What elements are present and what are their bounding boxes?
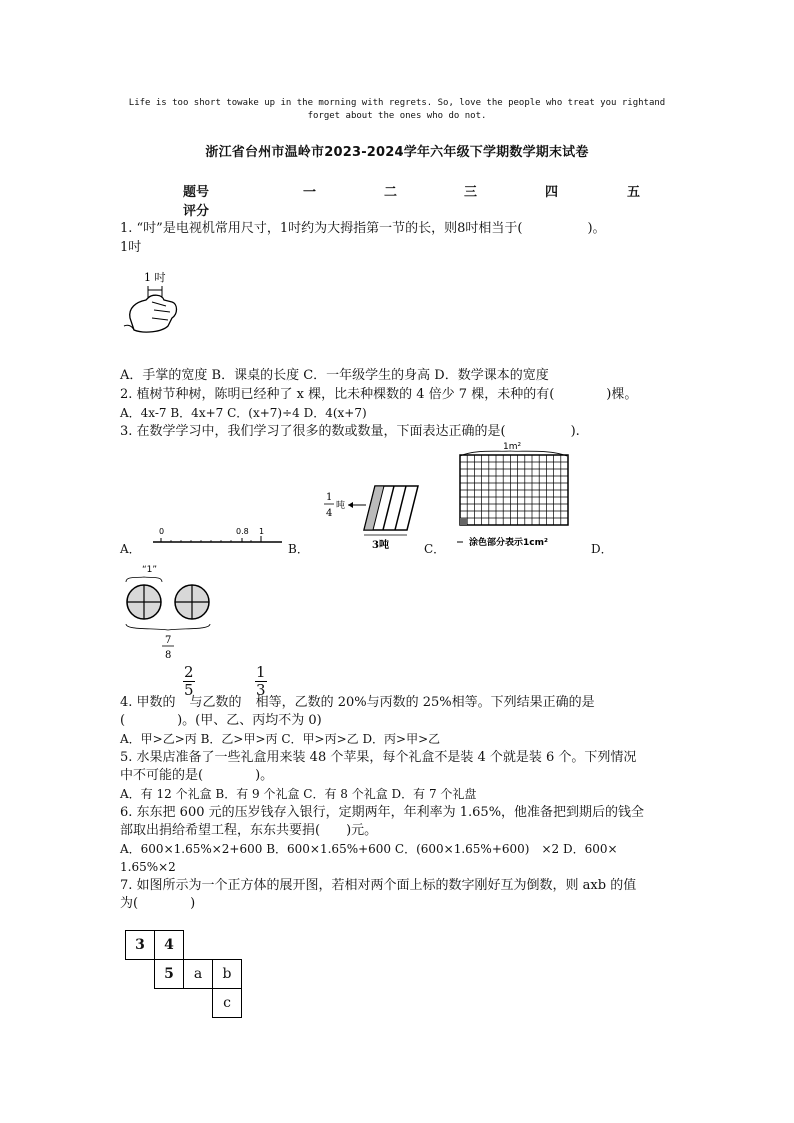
q1-stem: 1. “吋”是电视机常用尺寸，1吋约为大拇指第一节的长，则8吋相当于( )。 (120, 221, 606, 236)
number-line-figure (150, 523, 285, 547)
numline-label-1: 1 (259, 527, 265, 536)
q4-line2: ( )。(甲、乙、丙均不为 0) (120, 713, 322, 728)
square-grid-figure (455, 440, 575, 553)
grid-caption: 涂色部分表示1cm² (469, 538, 548, 548)
q6-options-line1: A．600×1.65%×2+600 B．600×1.65%+600 C．(600×1.65%+600) ×2 D．600× (120, 842, 618, 856)
cube-cell-a: a (183, 959, 213, 989)
cube-cell-5: 5 (154, 959, 184, 989)
q3-stem: 3. 在数学学习中，我们学习了很多的数或数量，下面表达正确的是( ). (120, 424, 580, 439)
score-table-header-label: 题号 (183, 185, 210, 200)
circles-figure (122, 562, 214, 662)
circle-top-label: “1” (142, 565, 158, 575)
q5-stem-line2: 中不可能的是( )。 (120, 768, 274, 783)
q4-frac1-num: 2 (184, 663, 194, 681)
cube-cell-b: b (212, 959, 242, 989)
cube-net-figure (125, 930, 250, 1025)
motto-text: Life is too short towake up in the morning with regrets. So, love the people who treat you rightand forget about the ones who do not. (128, 98, 666, 121)
q4-mid: 与乙数的 (189, 695, 242, 710)
q7-stem-line1: 7. 如图所示为一个正方体的展开图，若相对两个面上标的数字刚好互为倒数，则 axb 的值 (120, 878, 637, 893)
q4-frac2-num: 1 (256, 663, 266, 681)
q4-prefix: 4. 甲数的 (120, 695, 176, 710)
grid-top-label: 1m² (503, 442, 522, 452)
q3-label-d: D． (591, 542, 613, 556)
ton-frac-den: 4 (326, 508, 333, 519)
q2-options: A．4x-7 B．4x+7 C．(x+7)÷4 D．4(x+7) (120, 406, 367, 420)
circle-frac-num: 7 (165, 635, 172, 646)
q4-frac1-den: 5 (184, 681, 194, 699)
numline-label-08: 0.8 (236, 527, 249, 536)
ton-bottom-label: 3吨 (372, 540, 389, 551)
thumb-illustration (118, 270, 190, 342)
q7-stem-line2: 为( ) (120, 896, 196, 911)
score-table-col-2: 二 (384, 185, 398, 200)
score-table-row-label: 评分 (183, 204, 210, 219)
q4-frac2-den: 3 (256, 681, 266, 699)
q6-options-line2: 1.65%×2 (120, 860, 176, 874)
q5-stem-line1: 5. 水果店准备了一些礼盒用来装 48 个苹果，每个礼盒不是装 4 个就是装 6 个。下列情况 (120, 750, 637, 765)
numline-label-0: 0 (159, 527, 165, 536)
score-table-col-4: 四 (545, 185, 559, 200)
ton-parallelogram-figure (320, 482, 420, 552)
cube-cell-3: 3 (125, 930, 155, 960)
q6-stem-line2: 部取出捐给希望工程，东东共要捐( )元。 (120, 823, 378, 838)
cube-cell-c: c (212, 988, 242, 1018)
q3-label-c: C． (424, 542, 446, 556)
cube-cell-4: 4 (154, 930, 184, 960)
circle-frac-den: 8 (165, 650, 172, 661)
q3-label-b: B． (288, 542, 309, 556)
q1-options: A．手掌的宽度 B．课桌的长度 C．一年级学生的身高 D．数学课本的宽度 (120, 368, 549, 383)
q5-options: A．有 12 个礼盒 B．有 9 个礼盒 C．有 8 个礼盒 D．有 7 个礼盘 (120, 787, 477, 801)
score-table-col-1: 一 (303, 185, 317, 200)
q3-label-a: A． (120, 542, 141, 556)
q4-line1 (120, 693, 680, 712)
ton-frac-num: 1 (326, 492, 333, 503)
page-title: 浙江省台州市温岭市2023-2024学年六年级下学期数学期末试卷 (205, 145, 589, 160)
q4-options: A．甲>乙>丙 B．乙>甲>丙 C．甲>丙>乙 D．丙>甲>乙 (120, 732, 441, 746)
q4-suffix: 相等，乙数的 20%与丙数的 25%相等。下列结果正确的是 (255, 695, 595, 710)
score-table-col-5: 五 (627, 185, 641, 200)
q4-frac-2-5 (183, 664, 195, 699)
thumb-figure-label: 1 吋 (144, 271, 166, 284)
score-table-col-3: 三 (464, 185, 478, 200)
q2-stem: 2. 植树节种树，陈明已经种了 x 棵，比未种棵数的 4 倍少 7 棵，未种的有( )棵。 (120, 387, 638, 402)
q4-frac-1-3 (255, 664, 267, 699)
q6-stem-line1: 6. 东东把 600 元的压岁钱存入银行，定期两年，年利率为 1.65%，他准备把到期后的钱全 (120, 805, 645, 820)
q1-note: 1吋 (120, 240, 142, 255)
ton-unit: 吨 (336, 501, 346, 511)
